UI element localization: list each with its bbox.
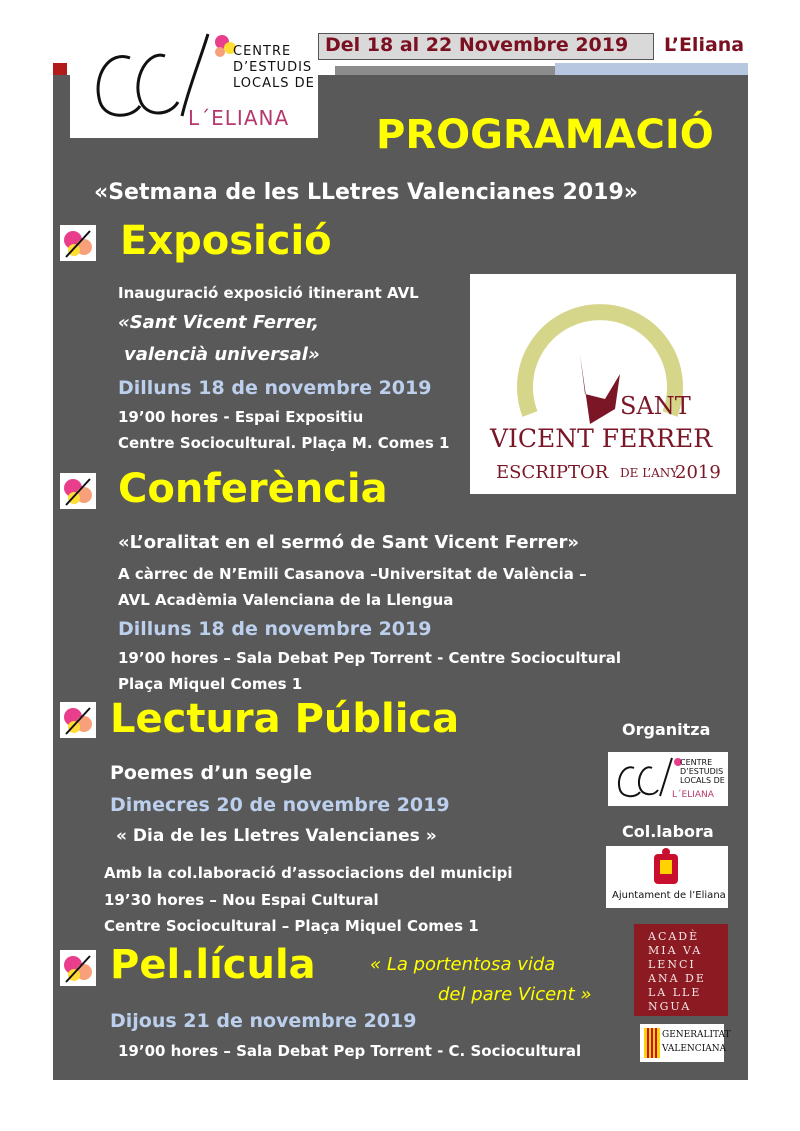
pelicula-heading: Pel.lícula <box>110 942 316 988</box>
avl-line-6: NGUA <box>648 1000 692 1013</box>
org-logo-line-4: L´ELIANA <box>672 790 714 800</box>
cel-logo <box>70 20 318 138</box>
exposicio-line3: valencià universal» <box>124 344 320 365</box>
colabora-label: Col.labora <box>622 822 714 841</box>
lectura-title: Poemes d’un segle <box>110 762 313 784</box>
exposicio-line1: Inauguració exposició itinerant AVL <box>118 284 419 302</box>
poster-vicent: VICENT FERRER <box>490 424 713 453</box>
poster-delany: DE L’ANY <box>620 466 679 480</box>
avl-line-2: MIA VA <box>648 944 703 957</box>
lectura-time: 19’30 hores – Nou Espai Cultural <box>104 891 379 909</box>
exposicio-date: Dilluns 18 de novembre 2019 <box>118 377 432 399</box>
pelicula-date: Dijous 21 de novembre 2019 <box>110 1010 417 1032</box>
header-dates: Del 18 al 22 Novembre 2019 <box>325 34 629 56</box>
org-logo-line-2: D’ESTUDIS <box>680 767 724 776</box>
logo-line-3: LOCALS DE <box>233 76 315 91</box>
conferencia-org: AVL Acadèmia Valenciana de la Llengua <box>118 591 454 609</box>
logo-line-1: CENTRE <box>233 44 292 59</box>
pelicula-time: 19’00 hores – Sala Debat Pep Torrent - C. Sociocultural <box>118 1042 582 1060</box>
generalitat-line-2: VALENCIANA <box>662 1044 727 1054</box>
exposicio-time: 19’00 hores - Espai Expositiu <box>118 408 364 426</box>
conferencia-heading: Conferència <box>118 466 388 512</box>
pelicula-title-2: del pare Vicent » <box>438 984 592 1005</box>
sant-vicent-poster <box>470 274 736 494</box>
ajuntament-label: Ajuntament de l’Eliana <box>612 890 726 901</box>
lectura-place: Centre Sociocultural – Plaça Miquel Comes 1 <box>104 917 479 935</box>
senyera-icon <box>642 1024 662 1062</box>
avl-line-1: ACADÈ <box>648 930 700 943</box>
logo-line-2: D’ESTUDIS <box>233 60 313 75</box>
poster-year: 2019 <box>675 462 721 483</box>
avl-line-3: LENCI <box>648 958 696 971</box>
conferencia-title: «L’oralitat en el sermó de Sant Vicent Ferrer» <box>118 532 580 553</box>
section-bullet-icon <box>60 950 96 986</box>
conferencia-date: Dilluns 18 de novembre 2019 <box>118 618 432 640</box>
lectura-collab: Amb la col.laboració d’associacions del municipi <box>104 864 513 882</box>
avl-line-4: ANA DE <box>648 972 706 985</box>
poster-escriptor: ESCRIPTOR <box>496 462 609 483</box>
pelicula-title-1: « La portentosa vida <box>370 954 556 975</box>
exposicio-place: Centre Sociocultural. Plaça M. Comes 1 <box>118 434 450 452</box>
page-title: PROGRAMACIÓ <box>376 112 714 158</box>
lectura-heading: Lectura Pública <box>110 696 460 742</box>
generalitat-line-1: GENERALITAT <box>662 1030 731 1040</box>
exposicio-heading: Exposició <box>120 218 332 264</box>
avl-line-5: LA LLE <box>648 986 702 999</box>
conferencia-place: Plaça Miquel Comes 1 <box>118 675 303 693</box>
org-logo-line-1: CENTRE <box>680 758 713 767</box>
section-bullet-icon <box>60 702 96 738</box>
organitza-logo <box>608 752 728 806</box>
org-logo-line-3: LOCALS DE <box>680 776 725 785</box>
page-subtitle: «Setmana de les LLetres Valencianes 2019» <box>94 180 638 205</box>
organitza-label: Organitza <box>622 720 711 739</box>
generalitat-logo <box>640 1024 731 1062</box>
ajuntament-logo <box>606 846 728 908</box>
lectura-date: Dimecres 20 de novembre 2019 <box>110 794 450 816</box>
avl-logo <box>634 924 728 1016</box>
conferencia-time: 19’00 hores – Sala Debat Pep Torrent - Centre Sociocultural <box>118 649 622 667</box>
section-bullet-icon <box>60 225 96 261</box>
logo-line-4: L´ELIANA <box>188 106 290 130</box>
poster-sant: SANT <box>620 392 691 420</box>
lectura-occasion: « Dia de les Lletres Valencianes » <box>116 826 437 846</box>
sun-hand-icon <box>470 274 736 494</box>
conferencia-speaker: A càrrec de N’Emili Casanova –Universitat de València – <box>118 565 587 583</box>
header-town: L’Eliana <box>664 34 745 56</box>
section-bullet-icon <box>60 473 96 509</box>
exposicio-line2: «Sant Vicent Ferrer, <box>118 312 319 333</box>
